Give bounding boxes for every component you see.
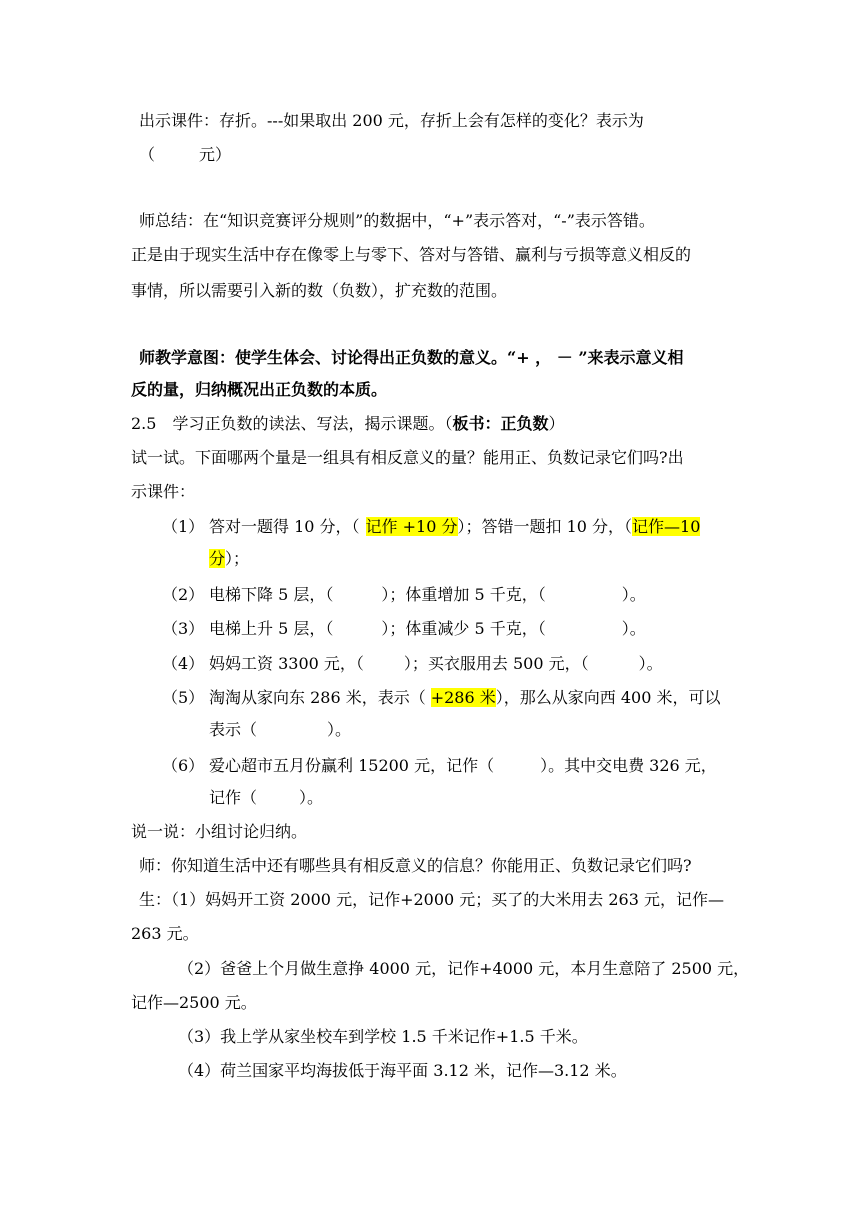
item-2-number: （2） bbox=[162, 585, 205, 604]
say-line: 说一说：小组讨论归纳。 bbox=[131, 822, 308, 841]
student-4-line: （4）荷兰国家平均海拔低于海平面 3.12 米，记作—3.12 米。 bbox=[178, 1061, 627, 1080]
item-5-line-1: 淘淘从家向东 286 米，表示（ +286 米），那么从家向西 400 米，可以 bbox=[209, 688, 721, 707]
student-2-line-2: 记作—2500 元。 bbox=[131, 993, 257, 1012]
highlight-answer: 记作 +10 分 bbox=[365, 517, 458, 536]
student-3-line: （3）我上学从家坐校车到学校 1.5 千米记作+1.5 千米。 bbox=[178, 1027, 588, 1046]
item-1-number: （1） bbox=[162, 517, 205, 536]
intent-line-1: 师教学意图：使学生体会、讨论得出正负数的意义。“+ ， － ”来表示意义相 bbox=[139, 348, 684, 367]
item-3-number: （3） bbox=[162, 619, 205, 638]
student-1-line-1: 生：（1）妈妈开工资 2000 元，记作+2000 元；买了的大米用去 263 元，记作— bbox=[139, 890, 724, 909]
summary-line-3: 事情，所以需要引入新的数（负数），扩充数的范围。 bbox=[131, 281, 508, 300]
board-note: 板书：正负数 bbox=[452, 414, 549, 433]
item-4-line: 妈妈工资 3300 元，（ ）；买衣服用去 500 元，（ ）。 bbox=[209, 654, 663, 673]
item-4-number: （4） bbox=[162, 654, 205, 673]
item-3-line: 电梯上升 5 层，（ ）；体重减少 5 千克，（ ）。 bbox=[209, 619, 646, 638]
open-paren: （ bbox=[139, 145, 156, 164]
teacher-question: 师：你知道生活中还有哪些具有相反意义的信息？你能用正、负数记录它们吗? bbox=[139, 856, 692, 875]
item-1-line-1: 答对一题得 10 分，（ 记作 +10 分）；答错一题扣 10 分，（记作—10 bbox=[209, 517, 701, 536]
item-5-line-2: 表示（ ）。 bbox=[209, 720, 352, 739]
item-6-line-1: 爱心超市五月份赢利 15200 元，记作（ ）。其中交电费 326 元， bbox=[209, 756, 717, 775]
item-6-line-2: 记作（ ）。 bbox=[209, 788, 324, 807]
item-6-number: （6） bbox=[162, 756, 205, 775]
item-5-number: （5） bbox=[162, 688, 205, 707]
courseware-line-1: 出示课件：存折。---如果取出 200 元，存折上会有怎样的变化？表示为 bbox=[139, 111, 644, 130]
try-line-2: 示课件： bbox=[131, 482, 196, 501]
highlight-answer: 记作—10 bbox=[632, 517, 701, 536]
courseware-line-2 bbox=[139, 143, 231, 167]
intent-line-2: 反的量，归纳概况出正负数的本质。 bbox=[131, 380, 388, 399]
item-2-line: 电梯下降 5 层，（ ）；体重增加 5 千克，（ ）。 bbox=[209, 585, 646, 604]
highlight-answer: +286 米 bbox=[430, 688, 496, 707]
highlight-answer: 分 bbox=[209, 549, 226, 568]
try-line-1: 试一试。下面哪两个量是一组具有相反意义的量？能用正、负数记录它们吗?出 bbox=[131, 448, 684, 467]
section-heading: 2.5 学习正负数的读法、写法，揭示课题。（板书：正负数） bbox=[131, 414, 565, 433]
summary-line-2: 正是由于现实生活中存在像零上与零下、答对与答错、赢利与亏损等意义相反的 bbox=[131, 245, 692, 264]
summary-line-1: 师总结：在“知识竞赛评分规则”的数据中，“+”表示答对，“-”表示答错。 bbox=[139, 211, 655, 230]
item-1-line-2: 分）； bbox=[209, 549, 250, 568]
unit-yuan: 元） bbox=[199, 145, 232, 164]
student-2-line-1: （2）爸爸上个月做生意挣 4000 元，记作+4000 元，本月生意陪了 2500 元， bbox=[178, 959, 750, 978]
student-1-line-2: 263 元。 bbox=[131, 924, 199, 943]
